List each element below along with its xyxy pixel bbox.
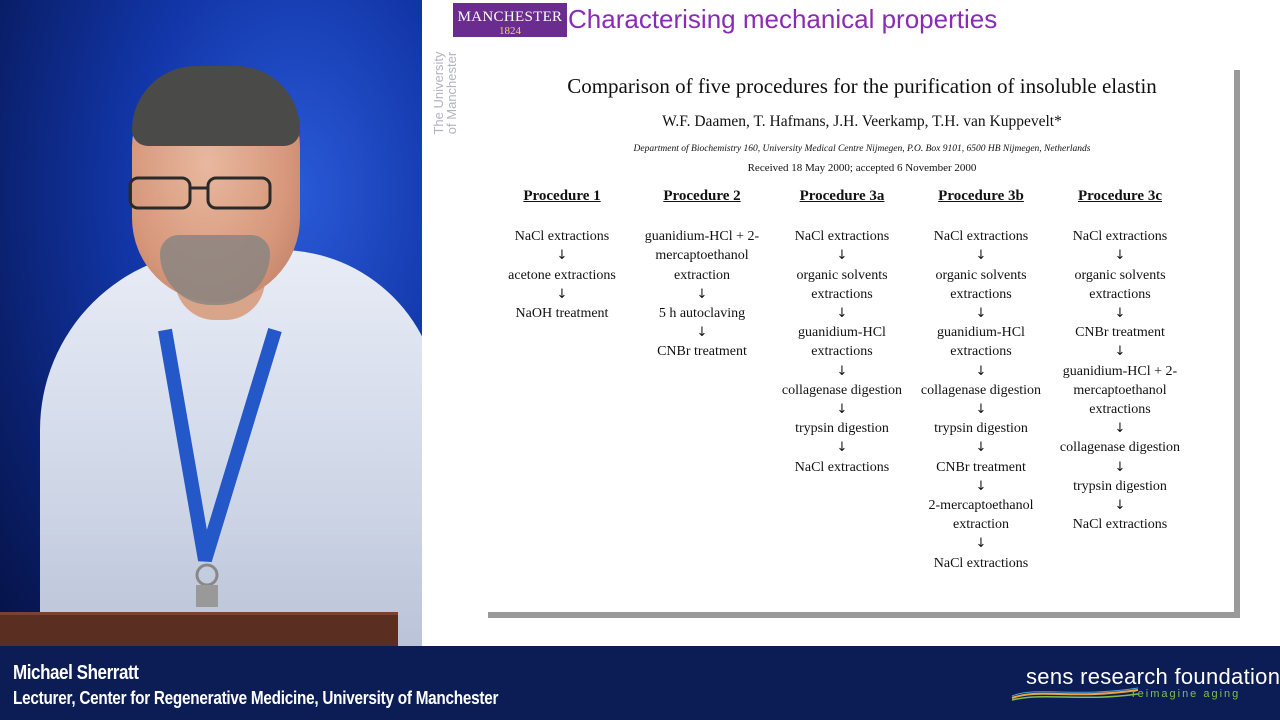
procedure-step: 2-mercaptoethanol extraction	[928, 498, 1034, 533]
procedure-step: NaCl extractions	[1072, 517, 1168, 533]
down-arrow-icon: ↓	[975, 306, 987, 322]
procedure-heading: Procedure 1	[523, 188, 601, 204]
procedure-step: NaOH treatment	[515, 306, 609, 322]
procedure-heading: Procedure 2	[663, 188, 741, 204]
down-arrow-icon: ↓	[1114, 498, 1126, 514]
procedure-column	[911, 187, 1051, 573]
down-arrow-icon: ↓	[836, 440, 848, 456]
procedure-step: CNBr treatment	[1075, 325, 1165, 341]
procedure-step: NaCl extractions	[933, 229, 1029, 245]
down-arrow-icon: ↓	[1114, 306, 1126, 322]
procedure-column	[1050, 187, 1190, 534]
procedure-step: NaCl extractions	[794, 229, 890, 245]
side-watermark-text: The University of Manchester	[431, 51, 459, 135]
procedure-step: 5 h autoclaving	[658, 306, 746, 322]
presentation-slide	[422, 0, 1280, 646]
procedure-column	[632, 187, 772, 362]
logo-year: 1824	[499, 25, 521, 37]
down-arrow-icon: ↓	[975, 363, 987, 379]
procedure-step: collagenase digestion	[920, 382, 1042, 398]
down-arrow-icon: ↓	[975, 402, 987, 418]
procedure-step: organic solvents extractions	[935, 267, 1027, 302]
paper-dates: Received 18 May 2000; accepted 6 November 2000	[747, 162, 977, 174]
down-arrow-icon: ↓	[975, 478, 987, 494]
down-arrow-icon: ↓	[1114, 459, 1126, 475]
procedure-step: trypsin digestion	[1073, 478, 1167, 494]
lower-third	[0, 646, 1280, 720]
speaker-role: Lecturer, Center for Regenerative Medicine, University of Manchester	[13, 688, 499, 708]
down-arrow-icon: ↓	[696, 325, 708, 341]
procedure-step: NaCl extractions	[794, 459, 890, 475]
procedure-step: trypsin digestion	[934, 421, 1028, 437]
side-watermark	[424, 42, 464, 136]
paper-authors: W.F. Daamen, T. Hafmans, J.H. Veerkamp, T.H. van Kuppevelt*	[662, 113, 1062, 130]
speaker-video	[0, 0, 422, 646]
down-arrow-icon: ↓	[696, 286, 708, 302]
procedure-step: CNBr treatment	[657, 344, 747, 360]
procedure-heading: Procedure 3c	[1077, 188, 1162, 204]
paper-affiliation: Department of Biochemistry 160, University Medical Centre Nijmegen, P.O. Box 9101, 6500 HB Nijmegen, Netherlands	[633, 144, 1091, 154]
slide-title: Characterising mechanical properties	[568, 4, 998, 34]
down-arrow-icon: ↓	[1114, 248, 1126, 264]
procedure-step: collagenase digestion	[781, 382, 903, 398]
down-arrow-icon: ↓	[836, 306, 848, 322]
procedure-column	[492, 187, 632, 323]
procedure-step: guanidium-HCl extractions	[798, 325, 886, 360]
org-tagline: reimagine aging	[1132, 688, 1241, 700]
podium	[0, 612, 398, 646]
speaker-name: Michael Sherratt	[13, 662, 139, 684]
down-arrow-icon: ↓	[1114, 421, 1126, 437]
down-arrow-icon: ↓	[836, 248, 848, 264]
down-arrow-icon: ↓	[1114, 344, 1126, 360]
down-arrow-icon: ↓	[975, 440, 987, 456]
paper-title: Comparison of five procedures for the purification of insoluble elastin	[567, 74, 1157, 98]
down-arrow-icon: ↓	[836, 402, 848, 418]
procedure-step: organic solvents extractions	[796, 267, 888, 302]
procedure-step: NaCl extractions	[933, 555, 1029, 571]
down-arrow-icon: ↓	[556, 248, 568, 264]
procedure-step: guanidium-HCl + 2-mercaptoethanol extraction	[644, 229, 760, 283]
procedure-heading: Procedure 3b	[938, 188, 1024, 204]
procedure-column	[772, 187, 912, 477]
procedure-step: guanidium-HCl + 2-mercaptoethanol extractions	[1062, 363, 1178, 418]
procedure-step: CNBr treatment	[936, 459, 1026, 475]
down-arrow-icon: ↓	[836, 363, 848, 379]
procedure-step: acetone extractions	[508, 267, 616, 283]
procedure-step: collagenase digestion	[1059, 440, 1181, 456]
paper-excerpt	[482, 64, 1234, 612]
procedure-step: organic solvents extractions	[1074, 267, 1166, 302]
procedure-step: trypsin digestion	[795, 421, 889, 437]
down-arrow-icon: ↓	[975, 536, 987, 552]
university-logo	[453, 3, 567, 37]
down-arrow-icon: ↓	[556, 286, 568, 302]
procedure-step: NaCl extractions	[514, 229, 610, 245]
org-name: sens research foundation	[1026, 664, 1280, 689]
procedure-heading: Procedure 3a	[799, 188, 885, 204]
lanyard	[0, 0, 422, 646]
procedure-step: NaCl extractions	[1072, 229, 1168, 245]
logo-name: MANCHESTER	[457, 9, 563, 25]
down-arrow-icon: ↓	[975, 248, 987, 264]
procedure-step: guanidium-HCl extractions	[937, 325, 1025, 360]
